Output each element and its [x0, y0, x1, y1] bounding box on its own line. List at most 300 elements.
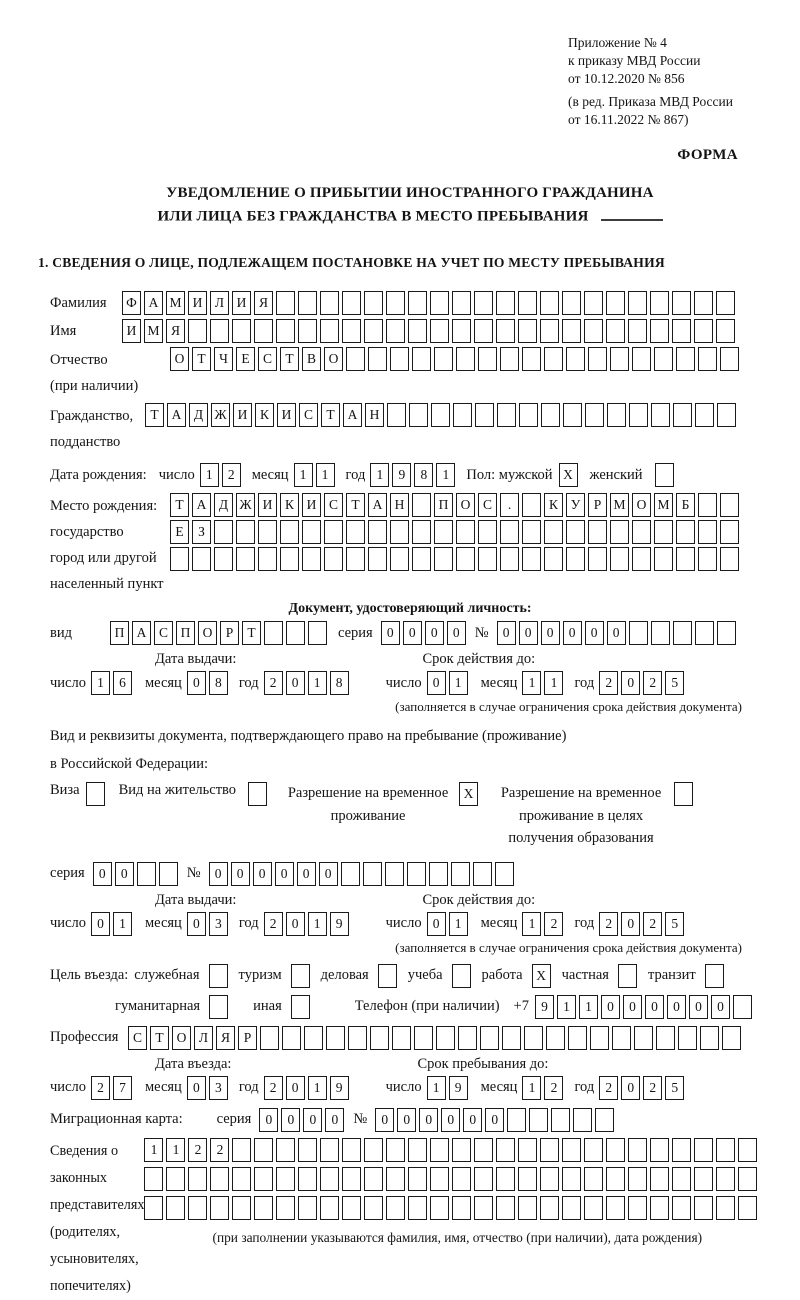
char-cell[interactable]: 5 [665, 912, 684, 936]
char-cell[interactable] [588, 520, 607, 544]
char-cell[interactable] [606, 319, 625, 343]
char-cell[interactable]: 0 [441, 1108, 460, 1132]
char-cell[interactable]: 0 [319, 862, 338, 886]
char-cell[interactable]: 0 [297, 862, 316, 886]
char-cell[interactable] [407, 862, 426, 886]
char-cell[interactable]: Ж [211, 403, 230, 427]
char-cell[interactable]: М [166, 291, 185, 315]
char-cell[interactable]: 5 [665, 671, 684, 695]
char-cell[interactable] [584, 319, 603, 343]
char-cell[interactable] [408, 291, 427, 315]
char-cell[interactable] [672, 1167, 691, 1191]
char-cell[interactable]: Р [588, 493, 607, 517]
char-cell[interactable] [144, 1196, 163, 1220]
char-cell[interactable] [562, 319, 581, 343]
char-cell[interactable] [568, 1026, 587, 1050]
char-cell[interactable] [562, 1167, 581, 1191]
char-cell[interactable]: Н [365, 403, 384, 427]
char-cell[interactable] [386, 291, 405, 315]
char-cell[interactable] [566, 547, 585, 571]
char-cell[interactable] [342, 319, 361, 343]
char-cell[interactable] [409, 403, 428, 427]
char-cell[interactable]: 0 [419, 1108, 438, 1132]
char-cell[interactable]: . [500, 493, 519, 517]
char-cell[interactable]: П [176, 621, 195, 645]
char-cell[interactable]: 2 [599, 912, 618, 936]
char-cell[interactable] [390, 547, 409, 571]
char-cell[interactable]: А [167, 403, 186, 427]
char-cell[interactable]: С [299, 403, 318, 427]
char-cell[interactable] [672, 319, 691, 343]
char-cell[interactable] [320, 319, 339, 343]
char-cell[interactable] [364, 291, 383, 315]
char-cell[interactable] [551, 1108, 570, 1132]
char-cell[interactable] [629, 621, 648, 645]
char-cell[interactable]: О [324, 347, 343, 371]
char-cell[interactable] [522, 547, 541, 571]
char-cell[interactable]: Ч [214, 347, 233, 371]
char-cell[interactable] [716, 1196, 735, 1220]
purpose-business-checkbox[interactable] [378, 964, 397, 988]
char-cell[interactable]: 0 [375, 1108, 394, 1132]
char-cell[interactable]: И [232, 291, 251, 315]
char-cell[interactable]: И [188, 291, 207, 315]
char-cell[interactable] [632, 520, 651, 544]
char-cell[interactable]: 2 [210, 1138, 229, 1162]
char-cell[interactable] [573, 1108, 592, 1132]
char-cell[interactable] [473, 862, 492, 886]
char-cell[interactable] [695, 621, 714, 645]
char-cell[interactable] [144, 1167, 163, 1191]
char-cell[interactable] [429, 862, 448, 886]
char-cell[interactable] [650, 1167, 669, 1191]
char-cell[interactable] [210, 319, 229, 343]
char-cell[interactable]: Р [220, 621, 239, 645]
char-cell[interactable] [738, 1196, 757, 1220]
char-cell[interactable] [214, 520, 233, 544]
char-cell[interactable] [192, 547, 211, 571]
char-cell[interactable] [254, 1196, 273, 1220]
char-cell[interactable] [386, 1167, 405, 1191]
char-cell[interactable] [610, 520, 629, 544]
purpose-humanitarian-checkbox[interactable] [209, 995, 228, 1019]
char-cell[interactable]: А [343, 403, 362, 427]
char-cell[interactable]: 0 [325, 1108, 344, 1132]
char-cell[interactable] [364, 319, 383, 343]
char-cell[interactable] [430, 1196, 449, 1220]
char-cell[interactable] [496, 291, 515, 315]
char-cell[interactable] [434, 347, 453, 371]
char-cell[interactable] [507, 1108, 526, 1132]
char-cell[interactable] [137, 862, 156, 886]
char-cell[interactable] [452, 1138, 471, 1162]
option-temp-residence-checkbox[interactable]: X [459, 782, 478, 806]
char-cell[interactable] [364, 1138, 383, 1162]
char-cell[interactable] [720, 547, 739, 571]
char-cell[interactable] [166, 1196, 185, 1220]
char-cell[interactable] [368, 347, 387, 371]
char-cell[interactable]: Т [242, 621, 261, 645]
char-cell[interactable] [694, 291, 713, 315]
char-cell[interactable] [654, 520, 673, 544]
option-visa-checkbox[interactable] [86, 782, 105, 806]
char-cell[interactable]: 1 [427, 1076, 446, 1100]
char-cell[interactable] [722, 1026, 741, 1050]
char-cell[interactable]: 2 [264, 1076, 283, 1100]
char-cell[interactable] [738, 1167, 757, 1191]
char-cell[interactable] [698, 520, 717, 544]
char-cell[interactable]: И [122, 319, 141, 343]
purpose-private-checkbox[interactable] [618, 964, 637, 988]
char-cell[interactable] [276, 1167, 295, 1191]
char-cell[interactable] [590, 1026, 609, 1050]
char-cell[interactable] [474, 319, 493, 343]
char-cell[interactable] [298, 291, 317, 315]
char-cell[interactable] [588, 547, 607, 571]
char-cell[interactable]: 5 [665, 1076, 684, 1100]
char-cell[interactable]: А [144, 291, 163, 315]
char-cell[interactable] [324, 520, 343, 544]
char-cell[interactable]: И [302, 493, 321, 517]
char-cell[interactable] [541, 403, 560, 427]
char-cell[interactable] [676, 520, 695, 544]
char-cell[interactable]: 0 [253, 862, 272, 886]
char-cell[interactable]: 1 [316, 463, 335, 487]
char-cell[interactable]: 1 [557, 995, 576, 1019]
char-cell[interactable]: 0 [601, 995, 620, 1019]
char-cell[interactable] [392, 1026, 411, 1050]
char-cell[interactable] [606, 1167, 625, 1191]
char-cell[interactable] [518, 1138, 537, 1162]
char-cell[interactable] [342, 1167, 361, 1191]
char-cell[interactable] [585, 403, 604, 427]
char-cell[interactable]: 1 [294, 463, 313, 487]
char-cell[interactable]: С [478, 493, 497, 517]
char-cell[interactable] [694, 1196, 713, 1220]
char-cell[interactable] [368, 520, 387, 544]
char-cell[interactable]: Т [145, 403, 164, 427]
char-cell[interactable] [436, 1026, 455, 1050]
char-cell[interactable] [628, 1138, 647, 1162]
char-cell[interactable] [210, 1167, 229, 1191]
char-cell[interactable] [456, 347, 475, 371]
char-cell[interactable] [308, 621, 327, 645]
char-cell[interactable] [282, 1026, 301, 1050]
purpose-official-checkbox[interactable] [209, 964, 228, 988]
char-cell[interactable]: О [456, 493, 475, 517]
char-cell[interactable]: 2 [91, 1076, 110, 1100]
char-cell[interactable]: 2 [643, 912, 662, 936]
char-cell[interactable] [584, 1196, 603, 1220]
option-temp-residence-education-checkbox[interactable] [674, 782, 693, 806]
char-cell[interactable] [430, 1167, 449, 1191]
char-cell[interactable] [188, 1167, 207, 1191]
char-cell[interactable] [698, 347, 717, 371]
char-cell[interactable] [452, 319, 471, 343]
purpose-other-checkbox[interactable] [291, 995, 310, 1019]
char-cell[interactable]: 0 [689, 995, 708, 1019]
char-cell[interactable] [458, 1026, 477, 1050]
char-cell[interactable] [651, 403, 670, 427]
char-cell[interactable] [673, 621, 692, 645]
char-cell[interactable]: 0 [381, 621, 400, 645]
char-cell[interactable] [563, 403, 582, 427]
char-cell[interactable] [386, 1138, 405, 1162]
char-cell[interactable] [280, 547, 299, 571]
char-cell[interactable] [607, 403, 626, 427]
char-cell[interactable]: 7 [113, 1076, 132, 1100]
purpose-transit-checkbox[interactable] [705, 964, 724, 988]
char-cell[interactable] [260, 1026, 279, 1050]
char-cell[interactable]: Т [192, 347, 211, 371]
char-cell[interactable] [716, 1138, 735, 1162]
char-cell[interactable]: Н [390, 493, 409, 517]
char-cell[interactable] [236, 520, 255, 544]
char-cell[interactable] [716, 1167, 735, 1191]
char-cell[interactable] [500, 547, 519, 571]
char-cell[interactable] [529, 1108, 548, 1132]
char-cell[interactable] [320, 291, 339, 315]
char-cell[interactable] [524, 1026, 543, 1050]
char-cell[interactable] [430, 1138, 449, 1162]
char-cell[interactable]: О [170, 347, 189, 371]
char-cell[interactable] [695, 403, 714, 427]
char-cell[interactable]: 0 [463, 1108, 482, 1132]
char-cell[interactable] [720, 520, 739, 544]
char-cell[interactable] [522, 347, 541, 371]
char-cell[interactable] [518, 291, 537, 315]
char-cell[interactable]: Д [214, 493, 233, 517]
char-cell[interactable]: Т [321, 403, 340, 427]
char-cell[interactable] [326, 1026, 345, 1050]
char-cell[interactable] [650, 1196, 669, 1220]
char-cell[interactable] [495, 862, 514, 886]
char-cell[interactable] [632, 347, 651, 371]
char-cell[interactable]: Л [210, 291, 229, 315]
char-cell[interactable]: М [610, 493, 629, 517]
char-cell[interactable]: У [566, 493, 585, 517]
char-cell[interactable] [588, 347, 607, 371]
char-cell[interactable]: Ф [122, 291, 141, 315]
char-cell[interactable] [453, 403, 472, 427]
char-cell[interactable]: 0 [497, 621, 516, 645]
char-cell[interactable] [390, 347, 409, 371]
char-cell[interactable]: 0 [93, 862, 112, 886]
char-cell[interactable]: С [128, 1026, 147, 1050]
char-cell[interactable]: О [632, 493, 651, 517]
char-cell[interactable] [386, 1196, 405, 1220]
char-cell[interactable] [610, 547, 629, 571]
char-cell[interactable] [632, 547, 651, 571]
char-cell[interactable]: 0 [607, 621, 626, 645]
char-cell[interactable]: Я [254, 291, 273, 315]
char-cell[interactable] [412, 347, 431, 371]
char-cell[interactable]: 0 [621, 912, 640, 936]
char-cell[interactable]: 1 [544, 671, 563, 695]
char-cell[interactable]: 1 [144, 1138, 163, 1162]
char-cell[interactable] [628, 1196, 647, 1220]
char-cell[interactable] [654, 547, 673, 571]
char-cell[interactable]: 1 [522, 1076, 541, 1100]
purpose-study-checkbox[interactable] [452, 964, 471, 988]
char-cell[interactable] [456, 520, 475, 544]
char-cell[interactable] [474, 1196, 493, 1220]
char-cell[interactable] [650, 291, 669, 315]
char-cell[interactable] [214, 547, 233, 571]
char-cell[interactable] [474, 1138, 493, 1162]
char-cell[interactable]: 0 [541, 621, 560, 645]
char-cell[interactable] [276, 291, 295, 315]
char-cell[interactable]: Ж [236, 493, 255, 517]
char-cell[interactable] [519, 403, 538, 427]
char-cell[interactable] [720, 347, 739, 371]
char-cell[interactable]: А [368, 493, 387, 517]
char-cell[interactable] [258, 520, 277, 544]
char-cell[interactable] [634, 1026, 653, 1050]
char-cell[interactable]: 2 [222, 463, 241, 487]
char-cell[interactable] [584, 1167, 603, 1191]
char-cell[interactable] [717, 403, 736, 427]
char-cell[interactable]: 1 [449, 912, 468, 936]
char-cell[interactable]: М [144, 319, 163, 343]
char-cell[interactable]: 0 [403, 621, 422, 645]
char-cell[interactable] [544, 347, 563, 371]
char-cell[interactable]: 0 [485, 1108, 504, 1132]
char-cell[interactable] [672, 1138, 691, 1162]
purpose-tourism-checkbox[interactable] [291, 964, 310, 988]
char-cell[interactable] [232, 1167, 251, 1191]
char-cell[interactable]: 3 [209, 1076, 228, 1100]
char-cell[interactable]: 0 [667, 995, 686, 1019]
char-cell[interactable] [298, 1167, 317, 1191]
char-cell[interactable]: П [110, 621, 129, 645]
option-residence-permit-checkbox[interactable] [248, 782, 267, 806]
char-cell[interactable] [474, 1167, 493, 1191]
char-cell[interactable] [673, 403, 692, 427]
char-cell[interactable] [431, 403, 450, 427]
char-cell[interactable] [562, 291, 581, 315]
purpose-work-checkbox[interactable]: X [532, 964, 551, 988]
char-cell[interactable]: 0 [231, 862, 250, 886]
char-cell[interactable]: 0 [303, 1108, 322, 1132]
char-cell[interactable] [368, 547, 387, 571]
char-cell[interactable]: 2 [188, 1138, 207, 1162]
char-cell[interactable]: 1 [308, 671, 327, 695]
char-cell[interactable] [478, 520, 497, 544]
char-cell[interactable] [694, 1138, 713, 1162]
char-cell[interactable]: 0 [275, 862, 294, 886]
char-cell[interactable] [232, 319, 251, 343]
char-cell[interactable]: В [302, 347, 321, 371]
char-cell[interactable]: 1 [200, 463, 219, 487]
char-cell[interactable]: 0 [281, 1108, 300, 1132]
char-cell[interactable] [412, 520, 431, 544]
char-cell[interactable] [264, 621, 283, 645]
char-cell[interactable]: Р [238, 1026, 257, 1050]
char-cell[interactable] [280, 520, 299, 544]
char-cell[interactable] [606, 1196, 625, 1220]
char-cell[interactable]: 2 [264, 912, 283, 936]
char-cell[interactable] [346, 347, 365, 371]
char-cell[interactable]: 9 [330, 912, 349, 936]
char-cell[interactable] [342, 1138, 361, 1162]
char-cell[interactable]: А [192, 493, 211, 517]
char-cell[interactable] [500, 520, 519, 544]
char-cell[interactable]: 0 [585, 621, 604, 645]
char-cell[interactable]: 2 [643, 1076, 662, 1100]
char-cell[interactable]: 1 [166, 1138, 185, 1162]
char-cell[interactable]: И [258, 493, 277, 517]
char-cell[interactable]: 1 [113, 912, 132, 936]
char-cell[interactable] [286, 621, 305, 645]
char-cell[interactable] [676, 347, 695, 371]
char-cell[interactable] [650, 319, 669, 343]
char-cell[interactable]: 1 [449, 671, 468, 695]
char-cell[interactable] [387, 403, 406, 427]
char-cell[interactable] [612, 1026, 631, 1050]
char-cell[interactable] [540, 1196, 559, 1220]
char-cell[interactable] [451, 862, 470, 886]
char-cell[interactable]: И [277, 403, 296, 427]
char-cell[interactable] [700, 1026, 719, 1050]
char-cell[interactable] [478, 547, 497, 571]
char-cell[interactable]: Е [170, 520, 189, 544]
char-cell[interactable]: 3 [209, 912, 228, 936]
char-cell[interactable] [166, 1167, 185, 1191]
char-cell[interactable]: 0 [711, 995, 730, 1019]
char-cell[interactable] [566, 520, 585, 544]
char-cell[interactable]: П [434, 493, 453, 517]
char-cell[interactable]: 2 [544, 1076, 563, 1100]
char-cell[interactable] [522, 520, 541, 544]
char-cell[interactable] [434, 547, 453, 571]
char-cell[interactable] [386, 319, 405, 343]
char-cell[interactable] [717, 621, 736, 645]
char-cell[interactable] [430, 319, 449, 343]
char-cell[interactable] [254, 1167, 273, 1191]
sex-female-checkbox[interactable] [655, 463, 674, 487]
char-cell[interactable] [342, 1196, 361, 1220]
char-cell[interactable]: С [258, 347, 277, 371]
char-cell[interactable] [370, 1026, 389, 1050]
char-cell[interactable]: Т [150, 1026, 169, 1050]
char-cell[interactable] [254, 1138, 273, 1162]
char-cell[interactable] [414, 1026, 433, 1050]
char-cell[interactable] [480, 1026, 499, 1050]
char-cell[interactable] [364, 1196, 383, 1220]
char-cell[interactable] [408, 1167, 427, 1191]
char-cell[interactable]: Т [346, 493, 365, 517]
char-cell[interactable]: 0 [187, 912, 206, 936]
char-cell[interactable] [364, 1167, 383, 1191]
char-cell[interactable] [628, 1167, 647, 1191]
char-cell[interactable] [584, 291, 603, 315]
char-cell[interactable] [540, 291, 559, 315]
char-cell[interactable]: О [172, 1026, 191, 1050]
char-cell[interactable] [452, 291, 471, 315]
char-cell[interactable]: Т [170, 493, 189, 517]
char-cell[interactable]: 1 [308, 1076, 327, 1100]
char-cell[interactable] [562, 1138, 581, 1162]
char-cell[interactable] [738, 1138, 757, 1162]
char-cell[interactable]: Я [216, 1026, 235, 1050]
char-cell[interactable]: 1 [522, 912, 541, 936]
char-cell[interactable] [716, 319, 735, 343]
char-cell[interactable] [716, 291, 735, 315]
char-cell[interactable] [518, 319, 537, 343]
char-cell[interactable] [566, 347, 585, 371]
char-cell[interactable]: И [233, 403, 252, 427]
